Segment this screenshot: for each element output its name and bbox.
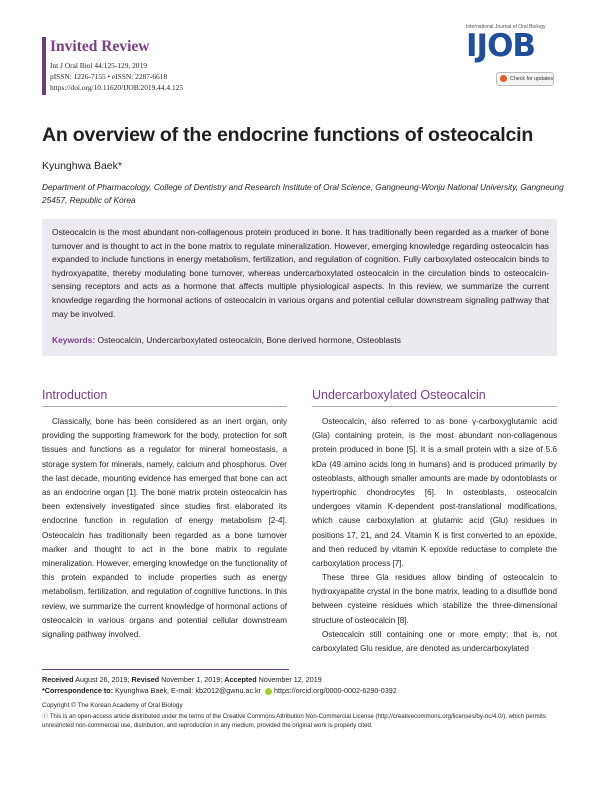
dates-line xyxy=(42,675,322,684)
check-for-updates-label: Check for updates xyxy=(510,76,553,82)
journal-logo: IJOB xyxy=(466,28,536,64)
doi-link[interactable]: https://doi.org/10.11620/IJOB.2019.44.4.125 xyxy=(50,83,184,92)
correspondence-label: *Correspondence to: xyxy=(42,686,114,695)
undercarb-paragraph-3: Osteocalcin still containing one or more empty; that is, not carboxylated Glu residue, are denoted as undercarboxylated xyxy=(312,630,557,654)
section-rule-introduction xyxy=(42,406,287,407)
revised-date: November 1, 2019; xyxy=(161,675,223,684)
citation: Int J Oral Biol 44:125-129, 2019 xyxy=(50,61,147,70)
keywords-label: Keywords: xyxy=(52,335,96,345)
check-for-updates-badge[interactable] xyxy=(496,72,554,86)
issn: pISSN: 1226-7155 • eISSN: 2287-6618 xyxy=(50,72,168,81)
orcid-icon xyxy=(265,688,272,695)
received-label: Received xyxy=(42,675,74,684)
section-heading-undercarboxylated: Undercarboxylated Osteocalcin xyxy=(312,388,486,402)
section-heading-introduction: Introduction xyxy=(42,388,108,402)
cc-icon: ⓒ xyxy=(42,713,49,720)
section-label: Invited Review xyxy=(50,38,150,55)
citation-block xyxy=(50,60,183,93)
copyright: Copyright © The Korean Academy of Oral Biology xyxy=(42,702,183,709)
keywords xyxy=(52,335,549,345)
revised-label: Revised xyxy=(131,675,160,684)
footer-rule xyxy=(42,669,289,670)
journal-full-name: International Journal of Oral Biology xyxy=(466,24,546,30)
intro-paragraph-1: Classically, bone has been considered as an inert organ, only providing the supporting framework for the body, protection for soft tissues and functions as a regulator for mineral homeostasis, a storage system for minerals, namely, calcium and phosphorus. Over the last decade, mounting evidence has emerged that bone can act as an endocrine organ [1]. The bone matrix protein osteocalcin has been extensively investigated since studies first elaborated its endocrine function in regulation of energy metabolism [2-4]. Osteocalcin has traditionally been regarded as a bone turnover marker and thought to act in the bone matrix to regulate mineralization. However, emerging knowledge on the functionality of this protein expanded to include properties such as energy metabolism, fertilization, and regulation of cognitive functions. In this review, we summarize the current knowledge of hormonal actions of osteocalcin in various organs and potential cellular downstream signaling pathway involved. xyxy=(42,417,287,640)
accepted-date: November 12, 2019 xyxy=(258,675,322,684)
check-for-updates-icon xyxy=(500,75,507,82)
correspondence-text: Kyunghwa Baek, E-mail: kb2012@gwnu.ac.kr xyxy=(115,686,262,695)
section-rule-undercarboxylated xyxy=(312,406,557,407)
license-statement: This is an open-access article distributed under the terms of the Creative Commons Attribution Non-Commercial License (http://creativecommons.org/licenses/by-nc/4.0/), which permits unrestricted non-commercial use, distribution, and reproduction in any medium, provided the original work is properly cited. xyxy=(42,713,546,729)
affiliation: Department of Pharmacology, College of Dentistry and Research Institute of Oral Science, Gangneung-Wonju National University, Gangneung 25457, Republic of Korea xyxy=(42,182,564,205)
undercarb-paragraph-1: Osteocalcin, also referred to as bone γ-carboxyglutamic acid (Gla) containing protein, is the most abundant non-collagenous protein produced in bone [5]. It is a small protein with a size of 5.6 kDa (49 amino acids long in humans) and is produced primarily by osteoblasts, although smaller amounts are made by odontoblasts or hypertrophic chondrocytes [6]. In osteoblasts, osteocalcin undergoes vitamin K-dependent post-translational modifications, which cause carboxylation at glutamic acid (Glu) residues in positions 17, 21, and 24. Vitamin K is first converted to an epoxide, and then reduced by vitamin K epoxide reductase to complete the carboxylation process [7]. xyxy=(312,417,557,569)
author: Kyunghwa Baek* xyxy=(42,160,122,172)
correspondence-line xyxy=(42,686,397,695)
received-date: August 26, 2019; xyxy=(75,675,130,684)
license-text xyxy=(42,713,559,730)
keywords-value: Osteocalcin, Undercarboxylated osteocalcin, Bone derived hormone, Osteoblasts xyxy=(97,335,401,345)
undercarb-paragraph-2: These three Gla residues allow binding of osteocalcin to hydroxyapatite crystal in the bone matrix, leading to a disulfide bond between cysteine residues which stabilize the three-dimensional structure of osteocalcin [8]. xyxy=(312,573,557,625)
paper-title: An overview of the endocrine functions of osteocalcin xyxy=(42,124,534,146)
abstract-text: Osteocalcin is the most abundant non-collagenous protein produced in bone. It has traditionally been regarded as a marker of bone turnover and is thought to act in the bone matrix to regulate mineralization. However, emerging knowledge regarding osteocalcin has expanded to include functions in energy metabolism, fertilization, and regulation of cognition. Fully carboxylated osteocalcin binds to hydroxyapatite, thereby modulating bone turnover, whereas undercarboxylated osteocalcin in the circulation binds to osteocalcin-sensing receptors and acts as a hormone that affects multiple physiological aspects. In this review, we summarize the current knowledge regarding the hormonal actions of osteocalcin in various organs and potential cellular downstream signaling pathway that may be involved. xyxy=(52,227,549,319)
orcid-link[interactable]: https://orcid.org/0000-0002-6290-0392 xyxy=(274,686,397,695)
accepted-label: Accepted xyxy=(224,675,257,684)
header-accent-bar xyxy=(42,37,46,95)
